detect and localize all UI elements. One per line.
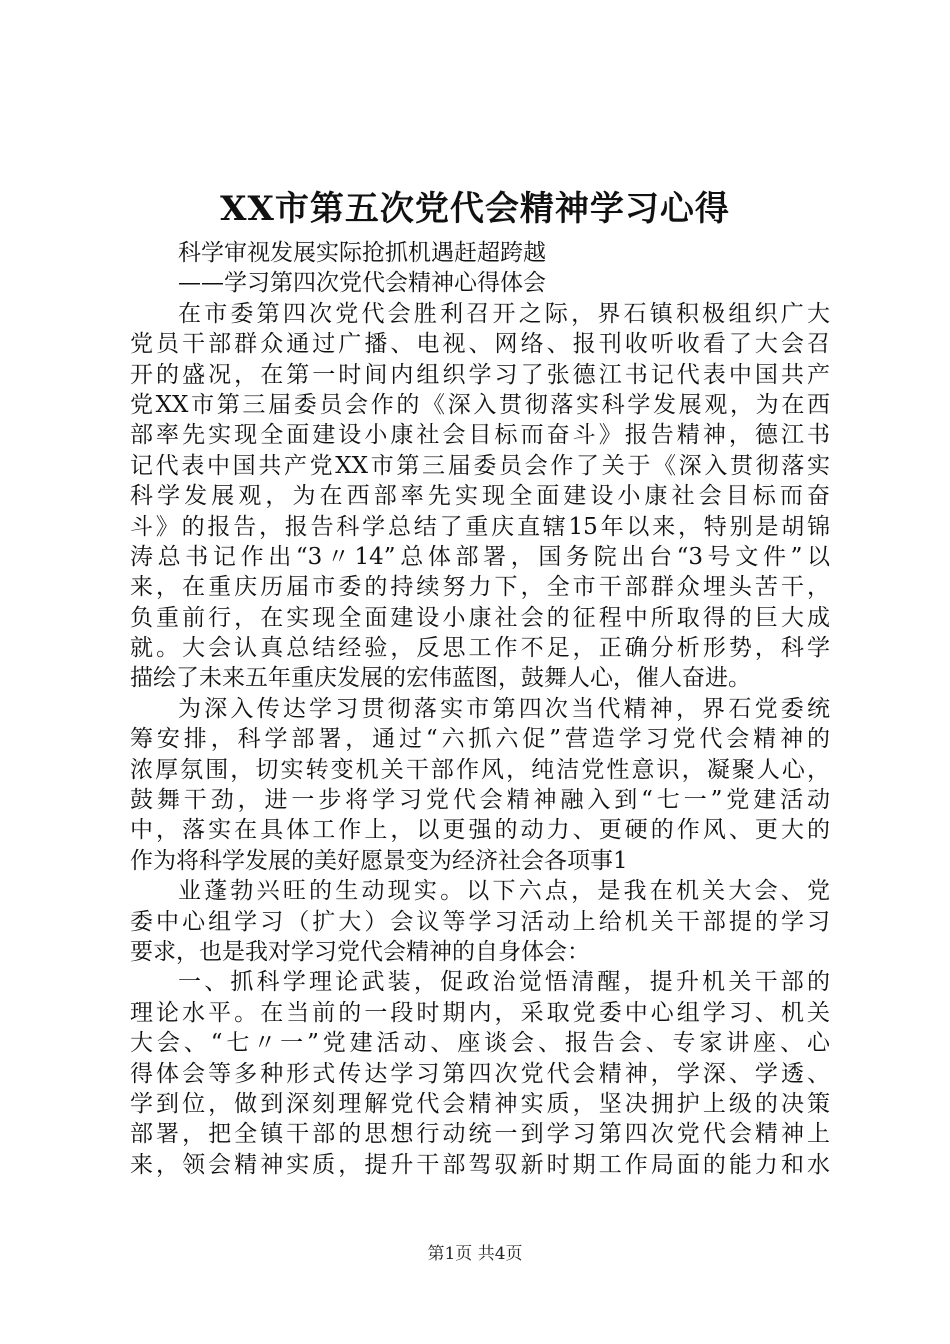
paragraph-line: 部署，把全镇干部的思想行动统一到学习第四次党代会精神上 (130, 1121, 830, 1148)
paragraph-line: 筹安排，科学部署，通过“六抓六促”营造学习党代会精神的 (130, 726, 830, 753)
paragraph-line: 党员干部群众通过广播、电视、网络、报刊收听收看了大会召 (130, 331, 830, 358)
paragraph-line: 浓厚氛围，切实转变机关干部作风，纯洁党性意识，凝聚人心， (130, 756, 830, 783)
paragraph-line: 科学发展观，为在西部率先实现全面建设小康社会目标而奋 (130, 483, 830, 510)
subtitle-line: 科学审视发展实际抢抓机遇赶超跨越 (178, 240, 546, 266)
paragraph-line: 在市委第四次党代会胜利召开之际，界石镇积极组织广大 (178, 300, 830, 327)
paragraph-line: 记代表中国共产党XX市第三届委员会作了关于《深入贯彻落实 (130, 452, 830, 479)
paragraph-line: 涛总书记作出“3〃14”总体部署，国务院出台“3号文件”以 (130, 543, 830, 570)
paragraph-line: 鼓舞干劲，进一步将学习党代会精神融入到“七一”党建活动 (130, 787, 830, 814)
paragraph-line: 委中心组学习（扩大）会议等学习活动上给机关干部提的学习 (130, 908, 830, 935)
paragraph-line: 要求，也是我对学习党代会精神的自身体会： (130, 938, 590, 965)
paragraph-line: 部率先实现全面建设小康社会目标而奋斗》报告精神，德江书 (130, 422, 830, 449)
paragraph-line: 业蓬勃兴旺的生动现实。以下六点，是我在机关大会、党 (178, 878, 830, 905)
paragraph-line: 斗》的报告，报告科学总结了重庆直辖15年以来，特别是胡锦 (130, 513, 830, 540)
paragraph-line: 负重前行，在实现全面建设小康社会的征程中所取得的巨大成 (130, 604, 830, 631)
paragraph-line: 理论水平。在当前的一段时期内，采取党委中心组学习、机关 (130, 999, 830, 1026)
paragraph-line: 描绘了未来五年重庆发展的宏伟蓝图，鼓舞人心，催人奋进。 (130, 665, 751, 692)
paragraph-line: 一、抓科学理论武装，促政治觉悟清醒，提升机关干部的 (178, 969, 830, 996)
paragraph-line: 大会、“七〃一”党建活动、座谈会、报告会、专家讲座、心 (130, 1030, 830, 1057)
paragraph-line: 作为将科学发展的美好愿景变为经济社会各项事1 (130, 847, 628, 874)
paragraph-line: 就。大会认真总结经验，反思工作不足，正确分析形势，科学 (130, 635, 830, 662)
paragraph-line: 中，落实在具体工作上，以更强的动力、更硬的作风、更大的 (130, 817, 830, 844)
document-body (130, 238, 830, 1180)
document-title: XX市第五次党代会精神学习心得 (220, 189, 730, 229)
paragraph-line: 来，在重庆历届市委的持续努力下，全市干部群众埋头苦干， (130, 574, 830, 601)
paragraph-line: 党XX市第三届委员会作的《深入贯彻落实科学发展观，为在西 (130, 391, 830, 418)
paragraph-line: 学到位，做到深刻理解党代会精神实质，坚决拥护上级的决策 (130, 1090, 830, 1117)
paragraph-line: 来，领会精神实质，提升干部驾驭新时期工作局面的能力和水 (130, 1151, 830, 1178)
paragraph-line: 为深入传达学习贯彻落实市第四次当代精神，界石党委统 (178, 695, 830, 722)
paragraph-line: 得体会等多种形式传达学习第四次党代会精神，学深、学透、 (130, 1060, 830, 1087)
subtitle-line: ——学习第四次党代会精神心得体会 (178, 270, 546, 297)
paragraph-line: 开的盛况，在第一时间内组织学习了张德江书记代表中国共产 (130, 361, 830, 388)
page-footer: 第1页 共4页 (427, 1244, 523, 1264)
